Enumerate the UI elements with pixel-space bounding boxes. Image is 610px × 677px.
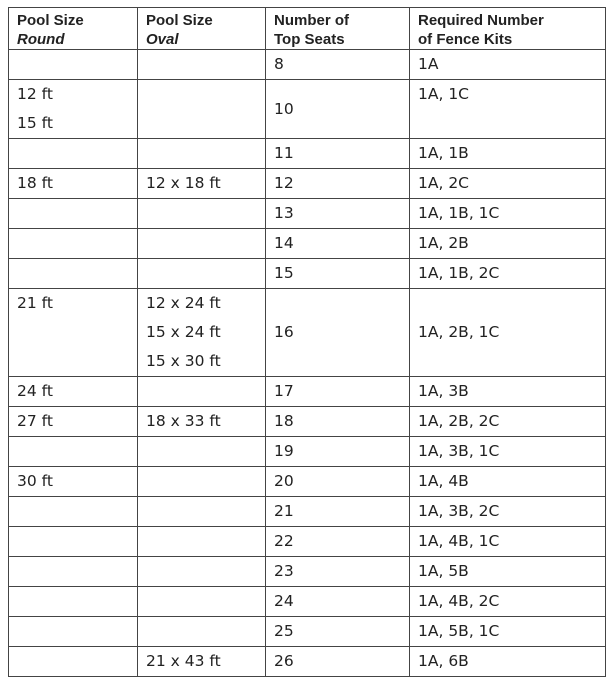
cell-fence-kits: 1A, 1C <box>410 80 606 139</box>
cell-pool-size-oval <box>138 437 266 467</box>
cell-pool-size-oval <box>138 289 266 377</box>
cell-pool-size-round <box>9 169 138 199</box>
cell-pool-size-oval <box>138 199 266 229</box>
cell-line: 12 x 24 ft <box>146 294 221 312</box>
cell-pool-size-round <box>9 527 138 557</box>
table-row <box>9 617 606 647</box>
header-number-of-top-seats <box>266 8 410 50</box>
cell-top-seats: 10 <box>266 80 410 139</box>
cell-fence-kits: 1A, 4B <box>410 467 606 497</box>
table-row <box>9 80 606 139</box>
cell-top-seats: 23 <box>266 557 410 587</box>
cell-pool-size-round <box>9 50 138 80</box>
header-row <box>9 8 606 50</box>
cell-fence-kits: 1A, 1B <box>410 139 606 169</box>
cell-pool-size-round <box>9 139 138 169</box>
cell-top-seats: 24 <box>266 587 410 617</box>
cell-pool-size-oval <box>138 527 266 557</box>
cell-pool-size-oval <box>138 259 266 289</box>
cell-pool-size-round <box>9 647 138 677</box>
header-line: Required Number <box>418 12 544 29</box>
cell-top-seats: 25 <box>266 617 410 647</box>
cell-pool-size-oval <box>138 139 266 169</box>
cell-pool-size-oval <box>138 497 266 527</box>
table-row <box>9 647 606 677</box>
cell-pool-size-round <box>9 557 138 587</box>
table-row <box>9 587 606 617</box>
cell-pool-size-round <box>9 467 138 497</box>
header-subline: Round <box>17 31 65 48</box>
cell-top-seats: 26 <box>266 647 410 677</box>
cell-line: 18 x 33 ft <box>146 412 221 430</box>
cell-pool-size-oval <box>138 50 266 80</box>
table-row <box>9 139 606 169</box>
cell-fence-kits: 1A, 2B <box>410 229 606 259</box>
cell-pool-size-oval <box>138 377 266 407</box>
cell-fence-kits: 1A, 5B <box>410 557 606 587</box>
header-line: Number of <box>274 12 349 29</box>
header-pool-size-oval <box>138 8 266 50</box>
cell-line: 30 ft <box>17 472 53 490</box>
cell-pool-size-round <box>9 497 138 527</box>
table-row <box>9 467 606 497</box>
cell-fence-kits: 1A <box>410 50 606 80</box>
fence-kit-table <box>8 7 606 677</box>
cell-fence-kits: 1A, 3B, 2C <box>410 497 606 527</box>
cell-pool-size-oval <box>138 617 266 647</box>
cell-pool-size-round <box>9 377 138 407</box>
cell-line: 12 ft <box>17 85 53 103</box>
cell-top-seats: 11 <box>266 139 410 169</box>
cell-fence-kits: 1A, 3B, 1C <box>410 437 606 467</box>
cell-pool-size-oval <box>138 557 266 587</box>
cell-fence-kits: 1A, 2C <box>410 169 606 199</box>
cell-line: 15 ft <box>17 114 53 132</box>
cell-pool-size-round <box>9 80 138 139</box>
cell-top-seats: 8 <box>266 50 410 80</box>
table-row <box>9 497 606 527</box>
cell-line: 15 x 24 ft <box>146 323 221 341</box>
cell-pool-size-oval <box>138 169 266 199</box>
cell-pool-size-oval <box>138 407 266 437</box>
table-row <box>9 407 606 437</box>
cell-top-seats: 15 <box>266 259 410 289</box>
header-line: Pool Size <box>146 12 213 29</box>
cell-line: 12 x 18 ft <box>146 174 221 192</box>
header-subline: Top Seats <box>274 31 345 48</box>
cell-top-seats: 13 <box>266 199 410 229</box>
cell-pool-size-round <box>9 289 138 377</box>
table-row <box>9 50 606 80</box>
cell-top-seats: 21 <box>266 497 410 527</box>
table-row <box>9 437 606 467</box>
table-row <box>9 229 606 259</box>
table-row <box>9 169 606 199</box>
cell-fence-kits: 1A, 4B, 1C <box>410 527 606 557</box>
cell-fence-kits: 1A, 6B <box>410 647 606 677</box>
cell-fence-kits: 1A, 2B, 2C <box>410 407 606 437</box>
cell-fence-kits: 1A, 4B, 2C <box>410 587 606 617</box>
table-row <box>9 289 606 377</box>
table-row <box>9 377 606 407</box>
header-required-fence-kits <box>410 8 606 50</box>
cell-pool-size-round <box>9 199 138 229</box>
cell-top-seats: 19 <box>266 437 410 467</box>
cell-fence-kits: 1A, 5B, 1C <box>410 617 606 647</box>
table-row <box>9 199 606 229</box>
cell-pool-size-round <box>9 259 138 289</box>
cell-top-seats: 22 <box>266 527 410 557</box>
header-line: Pool Size <box>17 12 84 29</box>
cell-fence-kits: 1A, 3B <box>410 377 606 407</box>
cell-fence-kits: 1A, 1B, 1C <box>410 199 606 229</box>
cell-top-seats: 12 <box>266 169 410 199</box>
table-row <box>9 527 606 557</box>
cell-pool-size-oval <box>138 647 266 677</box>
cell-line: 27 ft <box>17 412 53 430</box>
header-pool-size-round <box>9 8 138 50</box>
cell-top-seats: 17 <box>266 377 410 407</box>
cell-top-seats: 14 <box>266 229 410 259</box>
table-row <box>9 557 606 587</box>
cell-pool-size-round <box>9 229 138 259</box>
cell-pool-size-round <box>9 407 138 437</box>
cell-pool-size-oval <box>138 587 266 617</box>
cell-line: 21 ft <box>17 294 53 312</box>
header-subline: of Fence Kits <box>418 31 513 48</box>
header-subline: Oval <box>146 31 179 48</box>
cell-line: 24 ft <box>17 382 53 400</box>
table-row <box>9 259 606 289</box>
table-header <box>9 8 606 50</box>
cell-pool-size-round <box>9 617 138 647</box>
cell-pool-size-oval <box>138 229 266 259</box>
cell-top-seats: 20 <box>266 467 410 497</box>
cell-pool-size-round <box>9 587 138 617</box>
cell-top-seats: 16 <box>266 289 410 377</box>
cell-pool-size-oval <box>138 80 266 139</box>
table-body <box>9 50 606 677</box>
cell-pool-size-round <box>9 437 138 467</box>
cell-line: 21 x 43 ft <box>146 652 221 670</box>
cell-line: 15 x 30 ft <box>146 352 221 370</box>
cell-top-seats: 18 <box>266 407 410 437</box>
cell-line: 18 ft <box>17 174 53 192</box>
cell-fence-kits: 1A, 1B, 2C <box>410 259 606 289</box>
cell-fence-kits: 1A, 2B, 1C <box>410 289 606 377</box>
cell-pool-size-oval <box>138 467 266 497</box>
